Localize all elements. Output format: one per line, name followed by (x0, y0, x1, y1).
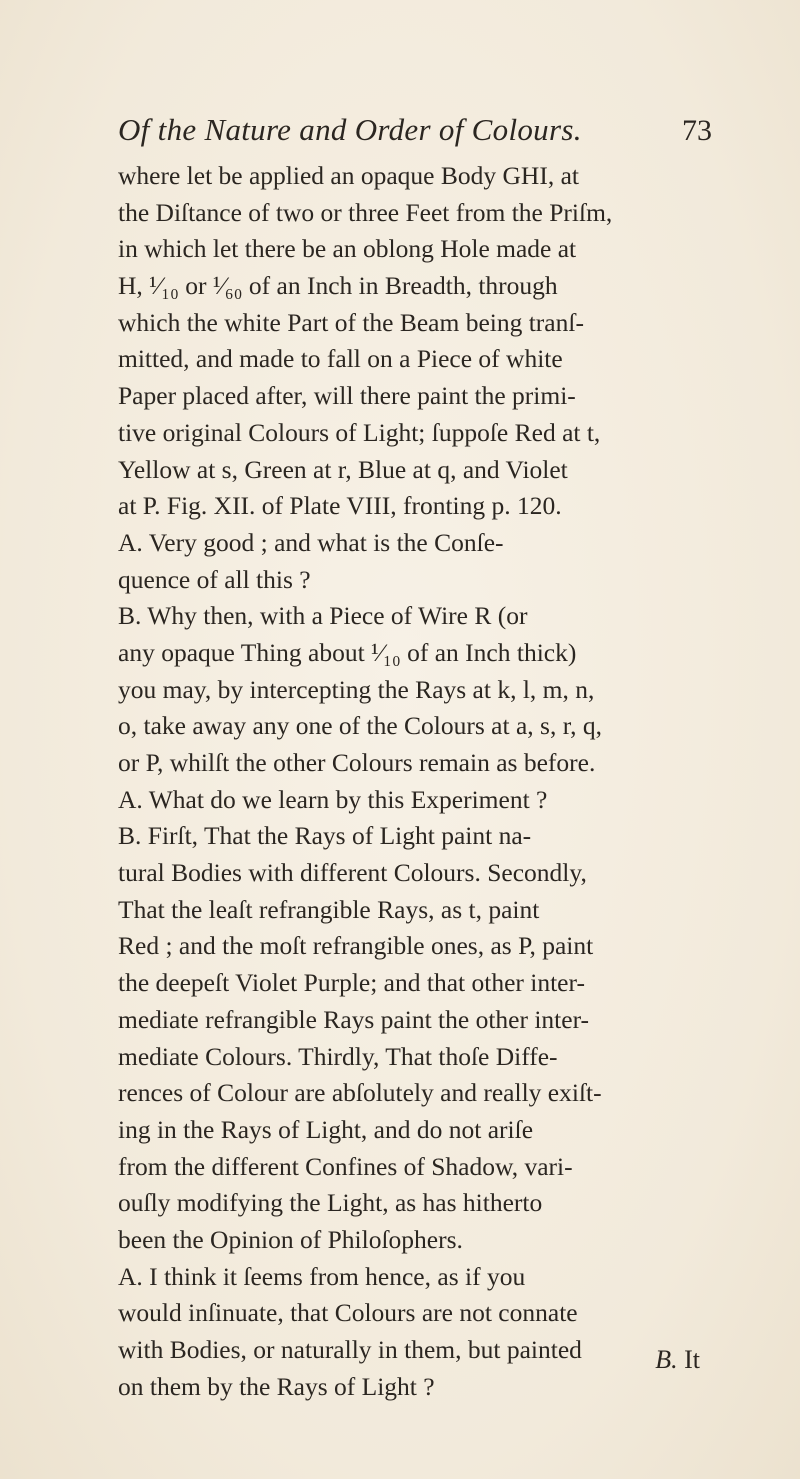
text-line: quence of all this ? (118, 564, 311, 594)
text-line: ing in the Rays of Light, and do not ariſe (118, 1114, 534, 1144)
page-number: 73 (682, 114, 712, 147)
text-line: tural Bodies with different Colours. Secondly, (118, 858, 587, 888)
text-line: from the different Confines of Shadow, vari- (118, 1151, 573, 1181)
text-line: any opaque Thing about ¹⁄₁₀ of an Inch thick) (118, 637, 577, 667)
text-line: mediate Colours. Thirdly, That thoſe Diffe- (118, 1041, 558, 1071)
text-line: Paper placed after, will there paint the primi- (118, 381, 576, 411)
text-line: on them by the Rays of Light ? (118, 1371, 435, 1401)
page-header (118, 112, 718, 158)
text-line: A. Very good ; and what is the Conſe- (118, 527, 504, 557)
text-line: mitted, and made to fall on a Piece of white (118, 344, 563, 374)
text-line: been the Opinion of Philoſophers. (118, 1224, 463, 1254)
text-line: Yellow at s, Green at r, Blue at q, and Violet (118, 454, 568, 484)
text-line: Red ; and the moſt refrangible ones, as P, paint (118, 931, 594, 961)
text-line: o, take away any one of the Colours at a, s, r, q, (118, 711, 603, 741)
text-line: A. What do we learn by this Experiment ? (118, 784, 548, 814)
text-line: B. Firſt, That the Rays of Light paint na- (118, 821, 532, 851)
text-line: mediate refrangible Rays paint the other inter- (118, 1004, 590, 1034)
text-line: where let be applied an opaque Body GHI, at (118, 161, 579, 190)
text-line: which the white Part of the Beam being tranſ- (118, 307, 584, 337)
text-line: or P, whilſt the other Colours remain as before. (118, 748, 596, 777)
text-line: A. I think it ſeems from hence, as if you (118, 1261, 526, 1291)
text-line: with Bodies, or naturally in them, but painted (118, 1335, 582, 1364)
text-line: the Diſtance of two or three Feet from the Priſm, (118, 197, 613, 227)
catchword-speaker: B. (655, 1345, 678, 1374)
text-line: at P. Fig. XII. of Plate VIII, fronting p. 120. (118, 491, 562, 521)
text-line: you may, by intercepting the Rays at k, l, m, n, (118, 674, 595, 704)
text-line: the deepeſt Violet Purple; and that other inter- (118, 968, 585, 998)
text-line: H, ¹⁄₁₀ or ¹⁄₆₀ of an Inch in Breadth, through (118, 271, 558, 301)
text-line: would inſinuate, that Colours are not connate (118, 1298, 578, 1328)
catchword-word: It (684, 1345, 700, 1374)
running-title: Of the Nature and Order of Colours. (118, 112, 582, 147)
text-line: rences of Colour are abſolutely and really exiſt- (118, 1078, 602, 1108)
body-text (118, 158, 710, 1405)
text-line: That the leaſt refrangible Rays, as t, paint (118, 894, 540, 924)
catchword (655, 1345, 700, 1375)
text-line: B. Why then, with a Piece of Wire R (or (118, 601, 528, 631)
text-line: tive original Colours of Light; ſuppoſe Red at t, (118, 417, 601, 447)
text-line: ouſly modifying the Light, as has hitherto (118, 1188, 543, 1218)
text-line: in which let there be an oblong Hole made at (118, 234, 577, 264)
